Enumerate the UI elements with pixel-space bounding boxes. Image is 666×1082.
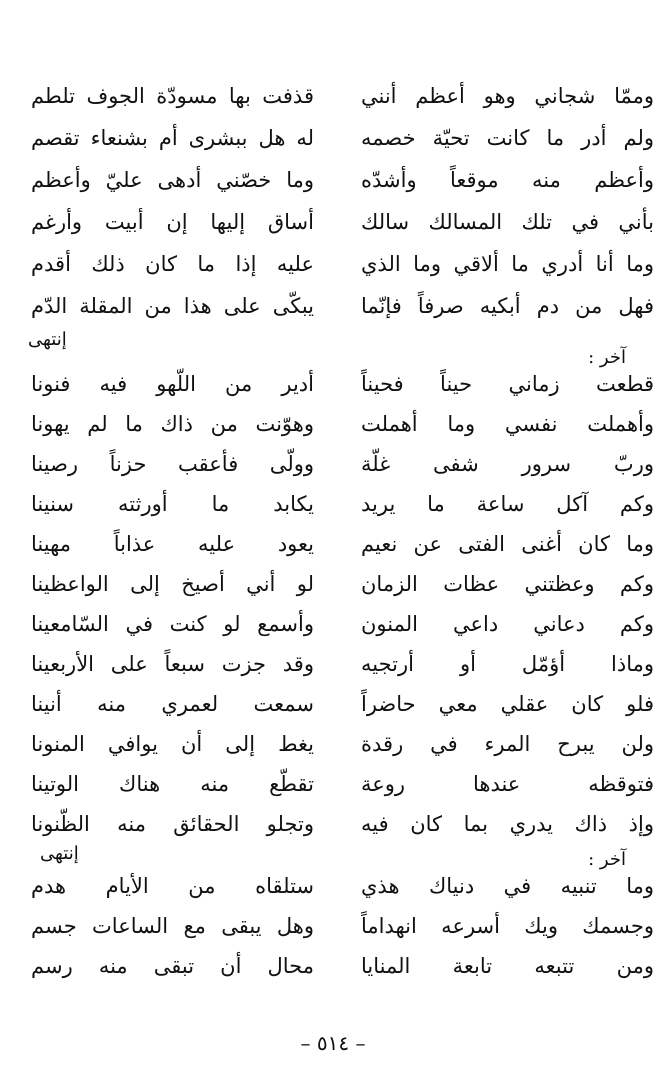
poem-2-verse: [0, 526, 666, 562]
hemistich-first: وممّا شجاني وهو أعظم أنني: [361, 84, 654, 108]
hemistich-second: وما خصّني أدهى عليّ وأعظم: [31, 168, 314, 192]
poem-1-verse: [0, 162, 666, 198]
poem-1-verse: [0, 204, 666, 240]
poem-2-verse: [0, 686, 666, 722]
hemistich-first: وأعظم منه موقعاً وأشدّه: [361, 168, 654, 192]
hemistich-second: وتجلو الحقائق منه الظّنونا: [31, 812, 314, 836]
page-number: – ٥١٤ –: [300, 1031, 366, 1055]
hemistich-first: ومن تتبعه تابعة المنايا: [361, 954, 654, 978]
section-header: آخر :: [588, 347, 626, 368]
hemistich-first: وربّ سرور شفى غلّة: [361, 452, 654, 476]
hemistich-first: وجسمك ويك أسرعه انهداماً: [361, 914, 654, 938]
hemistich-second: يكابد ما أورثته سنينا: [31, 492, 314, 516]
hemistich-second: وولّى فأعقب حزناً رصينا: [31, 452, 314, 476]
poem-2-verse: [0, 726, 666, 762]
hemistich-second: عليه إذا ما كان ذلك أقدم: [31, 252, 314, 276]
poem-1-verse: [0, 246, 666, 282]
poem-2-verse: [0, 406, 666, 442]
hemistich-first: فلو كان عقلي معي حاضراً: [361, 692, 654, 716]
hemistich-second: وهل يبقى مع الساعات جسم: [31, 914, 314, 938]
poem-2-verse: [0, 486, 666, 522]
hemistich-first: فهل من دم أبكيه صرفاً فإنّما: [361, 294, 654, 318]
poem-1-verse: [0, 120, 666, 156]
hemistich-first: بأني في تلك المسالك سالك: [361, 210, 654, 234]
hemistich-first: وما تنبيه في دنياك هذي: [361, 874, 654, 898]
hemistich-first: ولم أدر ما كانت تحيّة خصمه: [361, 126, 654, 150]
hemistich-first: وما أنا أدري ما ألاقي وما الذي: [361, 252, 654, 276]
poem-1-verse: [0, 288, 666, 324]
hemistich-first: ولن يبرح المرء في رقدة: [361, 732, 654, 756]
poem-3-verse: [0, 908, 666, 944]
poem-2-verse: [0, 766, 666, 802]
poem-2-verse: [0, 646, 666, 682]
hemistich-first: فتوقظه عندها روعة: [361, 772, 654, 796]
hemistich-second: يعود عليه عذاباً مهينا: [31, 532, 314, 556]
hemistich-second: يغط إلى أن يوافي المنونا: [31, 732, 314, 756]
hemistich-first: وما كان أغنى الفتى عن نعيم: [361, 532, 654, 556]
hemistich-second: محال أن تبقى منه رسم: [31, 954, 314, 978]
hemistich-first: وكم وعظتني عظات الزمان: [361, 572, 654, 596]
hemistich-first: وكم دعاني داعي المنون: [361, 612, 654, 636]
poem-3-verse: [0, 948, 666, 984]
hemistich-second: تقطّع منه هناك الوتينا: [31, 772, 314, 796]
poem-2-verse: [0, 606, 666, 642]
hemistich-first: وإذ ذاك يدري بما كان فيه: [361, 812, 654, 836]
hemistich-second: وأسمع لو كنت في السّامعينا: [31, 612, 314, 636]
poem-2-verse: [0, 806, 666, 842]
hemistich-first: وكم آكل ساعة ما يريد: [361, 492, 654, 516]
hemistich-second: ستلقاه من الأيام هدم: [31, 874, 314, 898]
hemistich-second: وقد جزت سبعاً على الأربعينا: [31, 652, 314, 676]
poem-2-verse: [0, 446, 666, 482]
hemistich-first: قطعت زماني حيناً فحيناً: [361, 372, 654, 396]
hemistich-first: وأهملت نفسي وما أهملت: [361, 412, 654, 436]
section-header: آخر :: [588, 849, 626, 870]
hemistich-second: قذفت بها مسودّة الجوف تلطم: [31, 84, 314, 108]
hemistich-second: سمعت لعمري منه أنينا: [31, 692, 314, 716]
end-label: إنتهى: [40, 843, 79, 864]
poem-1-verse: [0, 78, 666, 114]
hemistich-second: أساق إليها إن أبيت وأرغم: [31, 210, 314, 234]
hemistich-second: يبكّى على هذا من المقلة الدّم: [31, 294, 314, 318]
hemistich-first: وماذا أؤمّل أو أرتجيه: [361, 652, 654, 676]
hemistich-second: وهوّنت من ذاك ما لم يهونا: [31, 412, 314, 436]
poem-2-verse: [0, 566, 666, 602]
hemistich-second: أدير من اللّهو فيه فنونا: [31, 372, 314, 396]
hemistich-second: له هل ببشرى أم بشنعاء تقصم: [31, 126, 314, 150]
poem-2-verse: [0, 366, 666, 402]
end-label: إنتهى: [28, 329, 67, 350]
hemistich-second: لو أني أصيخ إلى الواعظينا: [31, 572, 314, 596]
poem-3-verse: [0, 868, 666, 904]
